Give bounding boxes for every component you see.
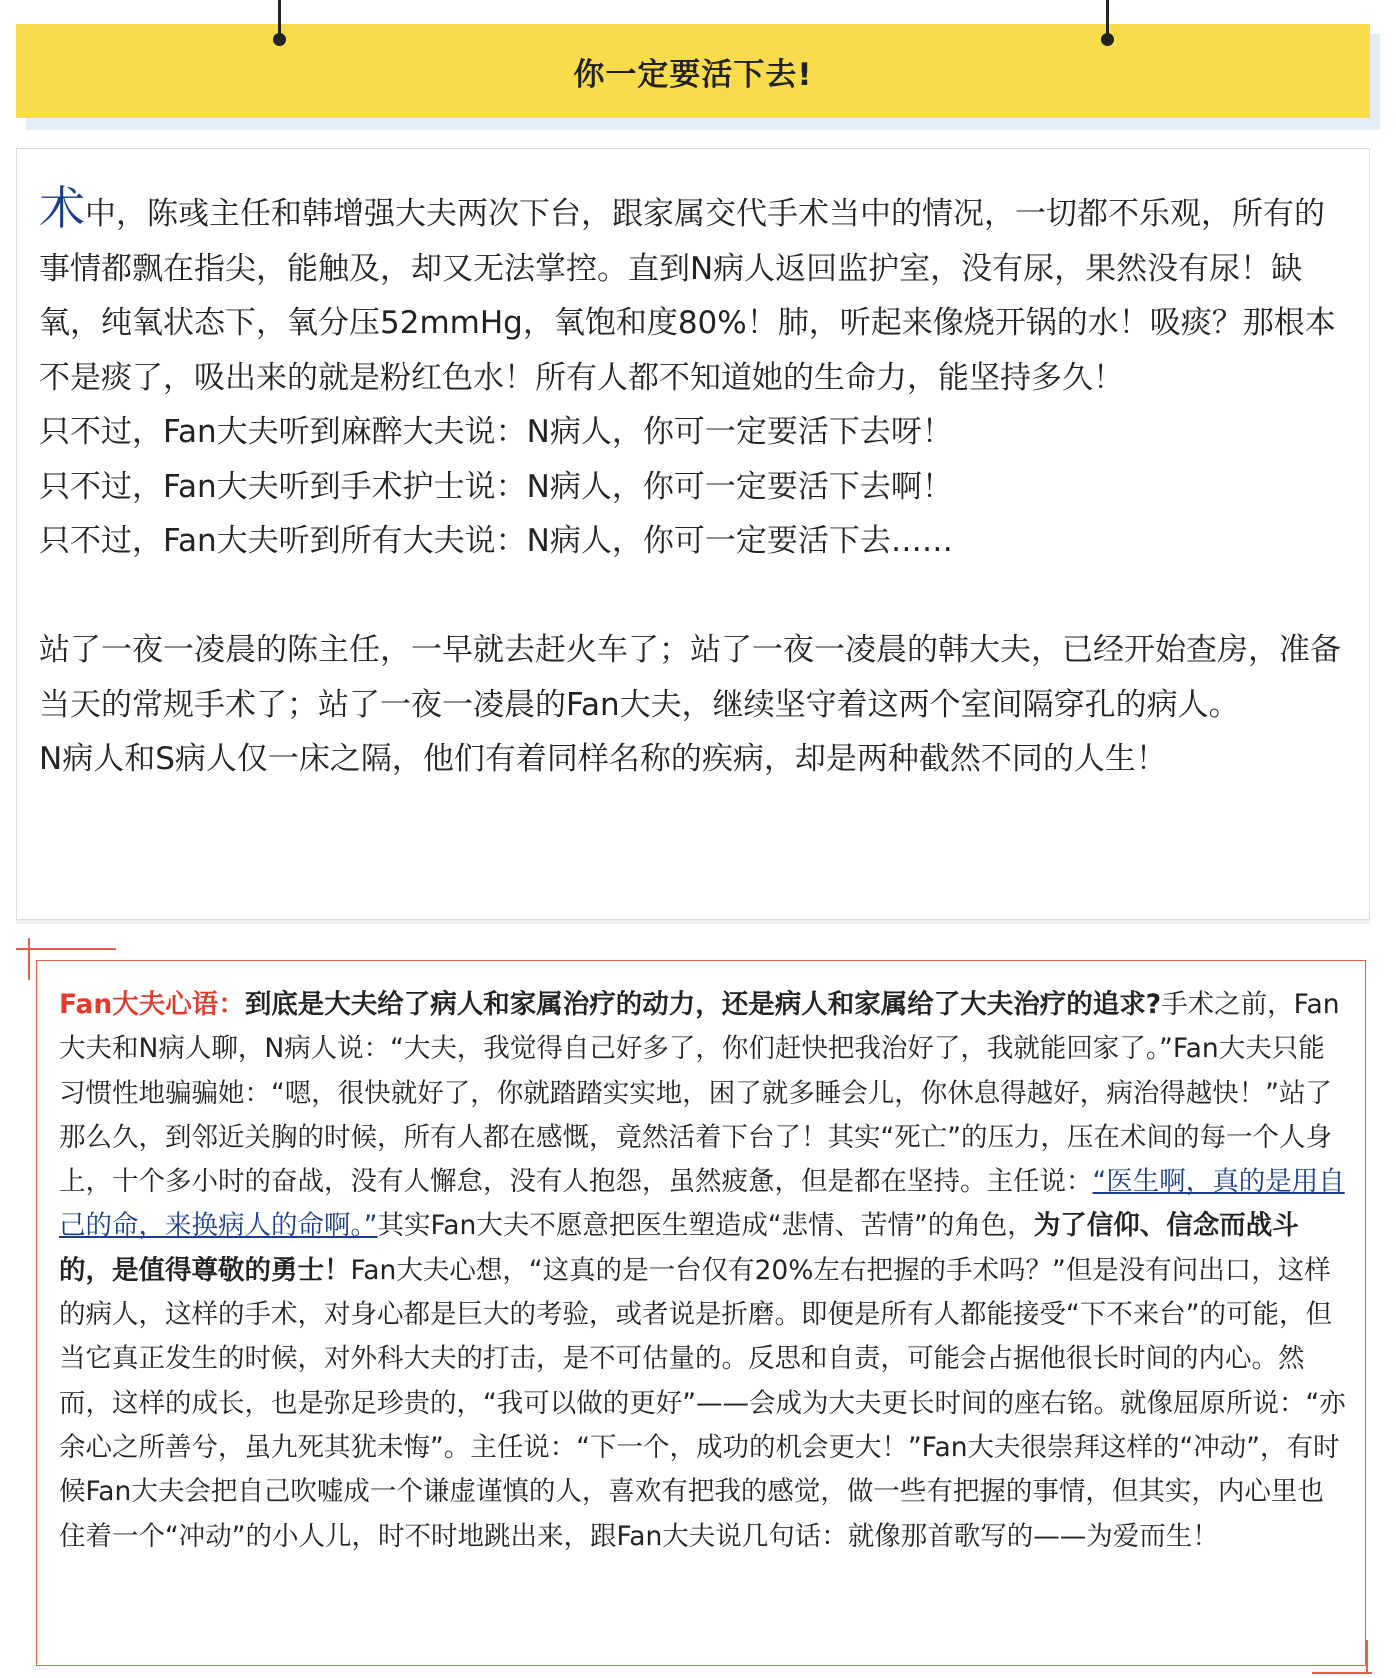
heart-words-question: 到底是大夫给了病人和家属治疗的动力，还是病人和家属给了大夫治疗的追求? <box>244 989 1162 1020</box>
corner-decoration-v <box>28 938 30 980</box>
heart-words-text-3: Fan大夫心想，“这真的是一台仅有20%左右把握的手术吗？”但是没有问出口，这样的病人，这样的手术，对身心都是巨大的考验，或者说是折磨。即便是所有人都能接受“下不来台”的可能，但当它真正发生的时候，对外科大夫的打击，是不可估量的。反思和自责，可能会占据他很长时间的内心。然而，这样的成长，也是弥足珍贵的，“我可以做的更好”——会成为大夫更长时间的座右铭。就像屈原所说：“亦余心之所善兮，虽九死其犹未悔”。主任说：“下一个，成功的机会更大！”Fan大夫很崇拜这样的“冲动”，有时候Fan大夫会把自己吹嘘成一个谦虚谨慎的人，喜欢有把我的感觉，做一些有把握的事情，但其实，内心里也住着一个“冲动”的小人儿，时不时地跳出来，跟Fan大夫说几句话：就像那首歌写的——为爱而生！ <box>59 1254 1346 1552</box>
heart-words-box <box>36 960 1366 1666</box>
heart-words-label: Fan大夫心语 <box>59 989 219 1020</box>
paragraph-1 <box>39 181 1349 405</box>
hanger-pin-left <box>278 0 281 40</box>
paragraph-3: N病人和S病人仅一床之隔，他们有着同样名称的疾病，却是两种截然不同的人生！ <box>39 741 1167 777</box>
corner-decoration-v-bottom <box>1366 1640 1368 1674</box>
hanger-pin-right <box>1106 0 1109 40</box>
heart-words-text-2: 其实Fan大夫不愿意把医生塑造成“悲情、苦情”的角色， <box>377 1210 1034 1242</box>
banner-board <box>16 24 1370 118</box>
corner-decoration-h <box>16 948 116 950</box>
title-banner <box>16 0 1372 128</box>
banner-title: 你一定要活下去! <box>573 56 813 93</box>
paragraph-line-3: 只不过，Fan大夫听到手术护士说：N病人，你可一定要活下去啊！ <box>39 468 953 505</box>
paragraph-line-4: 只不过，Fan大夫听到所有大夫说：N病人，你可一定要活下去…… <box>39 523 953 559</box>
blank-line <box>39 569 1349 624</box>
paragraph-1-text: 中，陈彧主任和韩增强大夫两次下台，跟家属交代手术当中的情况，一切都不乐观，所有的事情都飘在指尖，能触及，却又无法掌控。直到N病人返回监护室，没有尿，果然没有尿！缺氧，纯氧状态下，氧分压52mmHg，氧饱和度80%！肺，听起来像烧开锅的水！吸痰？那根本不是痰了，吸出来的就是粉红色水！所有人都不知道她的生命力，能坚持多久！ <box>39 196 1336 396</box>
heart-words-text-1: 手术之前，Fan大夫和N病人聊，N病人说：“大夫，我觉得自己好多了，你们赶快把我治好了，我就能回家了。”Fan大夫只能习惯性地骗骗她：“嗯，很快就好了，你就踏踏实实地，困了就多睡会儿，你休息得越好，病治得越快！”站了那么久，到邻近关胸的时候，所有人都在感慨，竟然活着下台了！其实“死亡”的压力，压在术间的每一个人身上，十个多小时的奋战，没有人懈怠，没有人抱怨，虽然疲惫，但是都在坚持。主任说： <box>59 989 1340 1198</box>
drop-cap: 术 <box>39 181 85 235</box>
corner-decoration-h-bottom <box>1312 1672 1372 1674</box>
heart-words-bold-2: 为了信仰、信念而战斗的，是值得尊敬的勇士！ <box>59 1210 1299 1286</box>
heart-words-colon: ： <box>218 989 245 1020</box>
paragraph-line-2: 只不过，Fan大夫听到麻醉大夫说：N病人，你可一定要活下去呀！ <box>39 414 953 450</box>
quote-link[interactable]: “医生啊，真的是用自己的命，来换病人的命啊。” <box>59 1166 1345 1242</box>
heart-words-text <box>59 983 1349 1559</box>
main-text <box>39 181 1349 787</box>
main-text-box <box>16 148 1370 920</box>
paragraph-2: 站了一夜一凌晨的陈主任，一早就去赶火车了；站了一夜一凌晨的韩大夫，已经开始查房，准备当天的常规手术了；站了一夜一凌晨的Fan大夫，继续坚守着这两个室间隔穿孔的病人。 <box>39 632 1341 723</box>
